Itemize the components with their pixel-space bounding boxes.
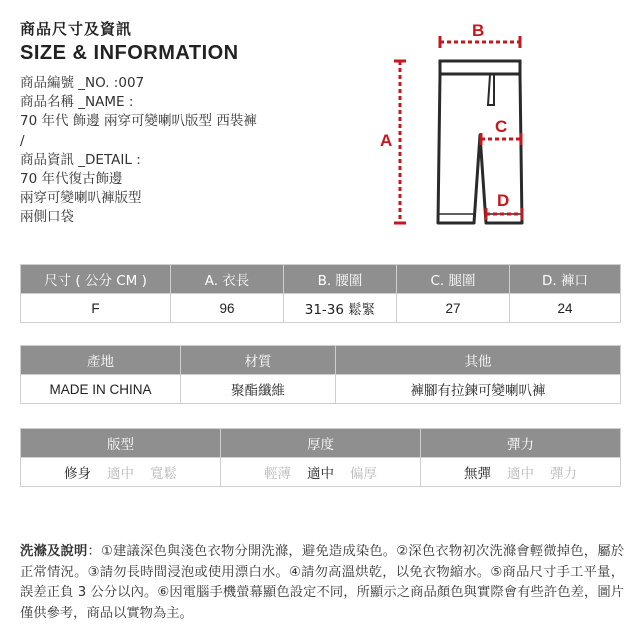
fit-option: 適中 xyxy=(107,466,134,482)
dimension-label-c: C xyxy=(495,117,508,136)
size-header-cell: 尺寸 ( 公分 CM ) xyxy=(21,265,171,294)
size-cell: 96 xyxy=(171,294,284,323)
material-table-header xyxy=(21,346,621,375)
material-header-cell: 產地 xyxy=(21,346,181,375)
feature-table-header xyxy=(21,429,621,458)
size-cell: F xyxy=(21,294,171,323)
table-row xyxy=(21,375,621,404)
dimension-label-a: A xyxy=(380,131,393,150)
product-info xyxy=(20,74,350,228)
size-header-cell: B. 腰圍 xyxy=(284,265,397,294)
fit-scale xyxy=(21,458,221,487)
material-header-cell: 材質 xyxy=(181,346,336,375)
washing-text: ：①建議深色與淺色衣物分開洗滌，避免造成染色。②深色衣物初次洗滌會輕微掉色，屬於正常情況。③請勿長時間浸泡或使用漂白水。④請勿高溫烘乾，以免衣物縮水。⑤商品尺寸手工平量，誤差正負 3 公分以內。⑥因電腦手機螢幕顯色設定不同，所顯示之商品顏色與實際會有些許色差，圖片僅供參考，商品以實物為主。 xyxy=(20,544,625,621)
thickness-scale xyxy=(221,458,421,487)
feature-table xyxy=(20,428,621,487)
feature-header-cell: 厚度 xyxy=(221,429,421,458)
thickness-option: 輕薄 xyxy=(264,466,291,482)
feature-header-cell: 版型 xyxy=(21,429,221,458)
size-header-cell: A. 衣長 xyxy=(171,265,284,294)
info-detail-line-2: 兩穿可變喇叭褲版型 xyxy=(20,190,142,207)
material-cell: 聚酯纖維 xyxy=(181,375,336,404)
elasticity-option: 適中 xyxy=(507,466,534,482)
size-cell: 24 xyxy=(510,294,621,323)
size-header-cell: D. 褲口 xyxy=(510,265,621,294)
thickness-option: 偏厚 xyxy=(350,466,377,482)
pants-measurement-diagram xyxy=(370,15,640,240)
size-header-cell: C. 腿圍 xyxy=(397,265,510,294)
fit-option: 寬鬆 xyxy=(150,466,177,482)
info-name-value: 70 年代 飾邊 兩穿可變喇叭版型 西裝褲 xyxy=(20,113,257,130)
info-detail-label: 商品資訊 _DETAIL : xyxy=(20,151,141,168)
dimension-label-b: B xyxy=(472,21,485,40)
thickness-option: 適中 xyxy=(307,466,334,482)
feature-header-cell: 彈力 xyxy=(421,429,621,458)
fit-option: 修身 xyxy=(64,466,91,482)
other-cell: 褲腳有拉鍊可變喇叭褲 xyxy=(336,375,621,404)
origin-cell: MADE IN CHINA xyxy=(21,375,181,404)
title-english: SIZE & INFORMATION xyxy=(20,42,239,64)
title-chinese: 商品尺寸及資訊 xyxy=(20,20,133,38)
elasticity-option: 彈力 xyxy=(550,466,577,482)
elasticity-scale xyxy=(421,458,621,487)
washing-instructions xyxy=(20,542,624,624)
material-table xyxy=(20,345,621,404)
elasticity-option: 無彈 xyxy=(464,466,491,482)
size-cell: 27 xyxy=(397,294,510,323)
size-table-header xyxy=(21,265,621,294)
size-cell: 31-36 鬆緊 xyxy=(284,294,397,323)
table-row xyxy=(21,458,621,487)
info-name-separator: / xyxy=(20,132,25,149)
info-detail-line-3: 兩側口袋 xyxy=(20,209,74,226)
dimension-label-d: D xyxy=(497,191,510,210)
washing-title: 洗滌及說明 xyxy=(20,544,88,559)
info-name-label: 商品名稱 _NAME : xyxy=(20,94,134,111)
size-table xyxy=(20,264,621,323)
material-header-cell: 其他 xyxy=(336,346,621,375)
table-row xyxy=(21,294,621,323)
info-product-number: 商品編號 _NO. :007 xyxy=(20,75,145,91)
info-detail-line-1: 70 年代復古飾邊 xyxy=(20,171,123,188)
